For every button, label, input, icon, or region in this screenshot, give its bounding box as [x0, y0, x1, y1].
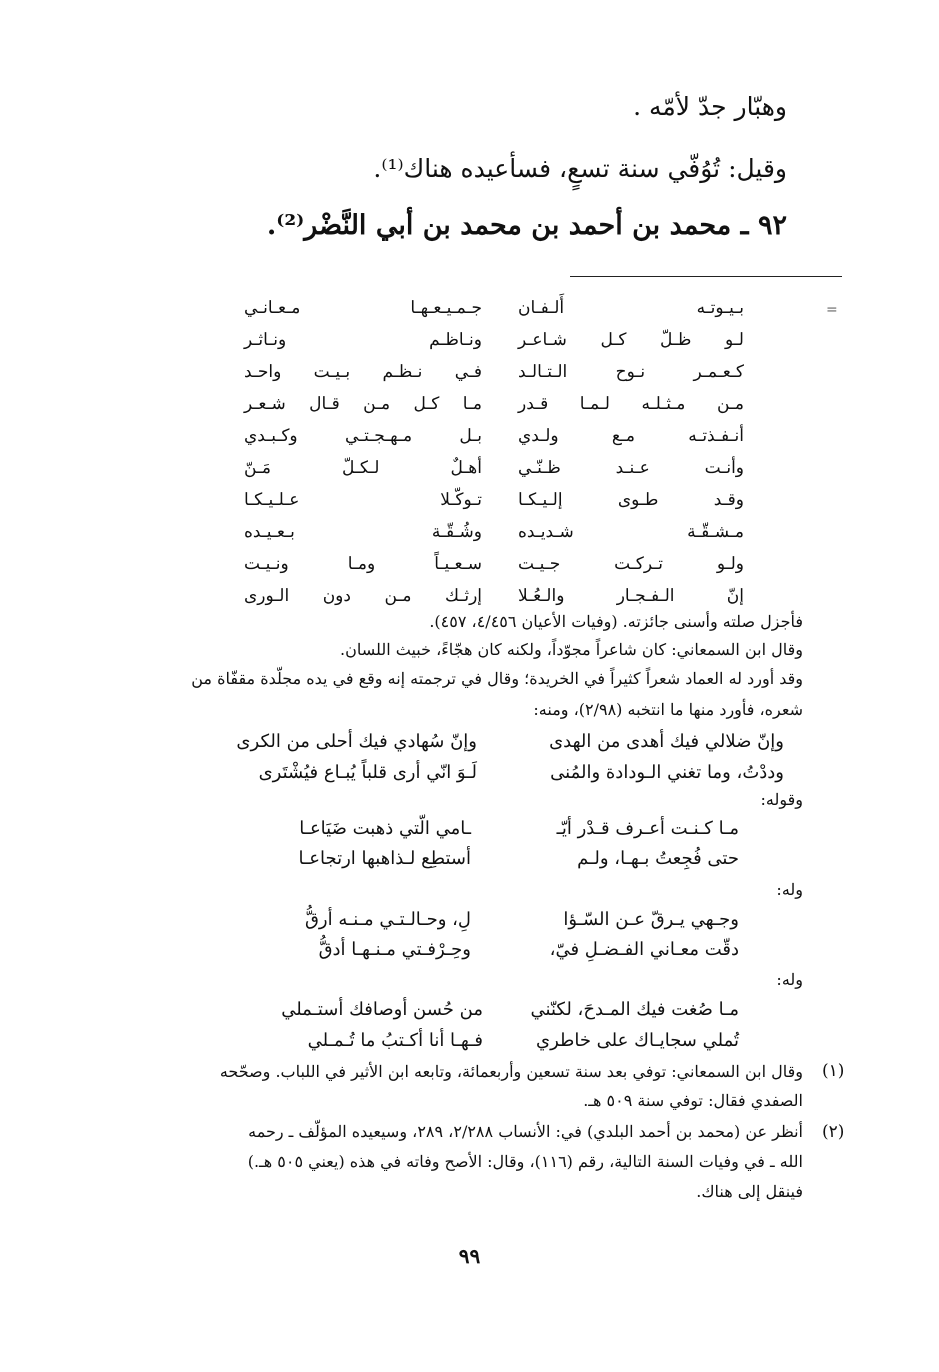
footnote-2-number: (٢) — [822, 1122, 845, 1142]
verse-2-first-hemistich: لـو ظـلّ كـل شـاعـر — [518, 330, 744, 350]
verse-1-second-hemistich: جـمـيـعـهـا مـعـانـي — [244, 298, 482, 318]
verse-5-second-hemistich: بـل مـهـجـتـي وكـبـدي — [244, 426, 482, 446]
verse-4-first-hemistich: مـن مـثـلـه لـمـا قـدر — [518, 394, 744, 414]
poem-4-verse-1-second: من حُسن أوصافك أستـملي — [281, 999, 483, 1020]
poem-2-verse-2-first: حتى فُجِعتُ بـهـا، ولـم — [577, 848, 739, 869]
verse-5-first-hemistich: أنـفـذتـه مـع ولـدي — [518, 426, 744, 446]
label-qawluhu: وقوله: — [760, 790, 803, 809]
poem-4-verse-2-second: فـهـا أنا أكـتبُ ما تُـمـلي — [307, 1030, 483, 1051]
prose-line-1: فأجزل صلته وأسنى جائزته. (وفيات الأعيان ٤/٤٥٦، ٤٥٧). — [429, 612, 803, 631]
poem-1-verse-2-second: لَـوَ انّي أرى قلباً يُبـاع فيُشْتَرى — [258, 762, 477, 783]
poem-1-verse-1-first: وإنّ ضلالي فيك أهدى من الهدى — [549, 731, 784, 752]
footnote-2-line-3: فينقل إلى هناك. — [696, 1182, 803, 1201]
label-lahu-1: وله: — [776, 880, 803, 899]
header-line-1: وهبّار جدّ لأمّه . — [633, 92, 787, 121]
verse-7-first-hemistich: وقـد طـوى إلـيـكـا — [518, 490, 744, 510]
poem-2-verse-1-first: مـا كـنـت أعـرف قـدْر أيّـ — [556, 818, 739, 839]
prose-line-3: وقد أورد له العماد شعراً كثيراً في الخريدة؛ وقال في ترجمته إنه وقع في يده مجلّدة مقفّاة من — [191, 669, 803, 688]
poem-4-verse-2-first: تُملي سجايـاك على خاطري — [536, 1030, 739, 1051]
poem-3-verse-2-first: دقّت معـاني الفـضـلِ فيّ، — [549, 939, 739, 960]
footnote-1-line-2: الصفدي فقال: توفي سنة ٥٠٩ هـ. — [583, 1091, 803, 1110]
page-number: ٩٩ — [458, 1244, 481, 1268]
verse-4-second-hemistich: مـا كـل مـن قـال شـعـر — [244, 394, 482, 414]
poem-3-verse-2-second: وحِـرْفـتي مـنـهـا أدقُّ — [318, 939, 471, 960]
poem-2-verse-1-second: ـامي الّتي ذهبت ضَيَاعـا — [299, 818, 471, 839]
verse-9-second-hemistich: سـعـيـاً ومـا ونـيـت — [244, 554, 482, 574]
footnote-2-line-2: الله ـ في وفيات السنة التالية، رقم (١١٦)، وقال: الأصح وفاته في هذه (يعني ٥٠٥ هـ.) — [247, 1152, 803, 1171]
poem-1-verse-2-first: وددْتُ، وما تغني الـودادة والمُنى — [550, 762, 784, 783]
poem-3-verse-1-first: وجـهي يـرقّ عـن السّـؤا — [563, 909, 739, 930]
verse-8-first-hemistich: مـشـقّـة شـديـده — [518, 522, 744, 542]
verse-10-second-hemistich: إرثـك مـن دون الـورى — [244, 586, 482, 606]
verse-6-second-hemistich: أهـلٌ لـكـلّ مَـنّ — [244, 458, 482, 478]
footnote-1-line-1: وقال ابن السمعاني: توفي بعد سنة تسعين وأربعمائة، وتابعه ابن الأثير في اللباب. وصحّحه — [219, 1062, 803, 1081]
poem-1-verse-1-second: وإنّ سُهادي فيك أحلى من الكرى — [236, 731, 477, 752]
verse-2-second-hemistich: ونـاظـم ونـاثـر — [244, 330, 482, 350]
footnote-2-line-1: أنظر عن (محمد بن أحمد البلدي) في: الأنساب ٢/٢٨٨، ٢٨٩، وسيعيده المؤلّف ـ رحمه — [248, 1122, 803, 1141]
verse-8-second-hemistich: وشُـقّـة بـعـيـده — [244, 522, 482, 542]
poem-2-verse-2-second: أستطِع لـذاهبها ارتجاعـا — [298, 848, 471, 869]
poem-4-verse-1-first: مـا صُغت فيك المـدحَ، لكنّني — [530, 999, 739, 1020]
footnote-1-number: (١) — [822, 1061, 845, 1081]
prose-line-4: شعره، فأورد منها ما انتخبه (٢/٩٨)، ومنه: — [533, 700, 803, 719]
verse-1-first-hemistich: بـيـوتـه أَلـفـان — [518, 298, 744, 318]
continuation-mark: = — [826, 302, 838, 318]
footnote-separator-rule — [570, 276, 842, 277]
verse-3-second-hemistich: فـي نـظـم بـيـت واحـد — [244, 362, 482, 382]
poem-3-verse-1-second: لِ، وحـالـتـي مـنـه أرقُّ — [304, 909, 471, 930]
verse-6-first-hemistich: وأنـت عـنـد ظـنّـي — [518, 458, 744, 478]
verse-7-second-hemistich: تـوكّـلا عـلـيـكـا — [244, 490, 482, 510]
header-line-2: وقيل: تُوُفّي سنة تسعٍ، فسأعيده هناك⁽¹⁾. — [373, 154, 787, 183]
verse-10-first-hemistich: إنّ الـفـجـار والـعُـلا — [518, 586, 744, 606]
label-lahu-2: وله: — [776, 970, 803, 989]
verse-9-first-hemistich: ولـو تـركـت جـيـت — [518, 554, 744, 574]
verse-3-first-hemistich: كـعـمـر نـوح الـتـالـد — [518, 362, 744, 382]
entry-heading: ٩٢ ـ محمد بن أحمد بن محمد بن أبي النَّضْر⁽²⁾. — [266, 210, 787, 241]
prose-line-2: وقال ابن السمعاني: كان شاعراً مجوّداً، ولكنه كان هجّاءً، خبيث اللسان. — [340, 640, 803, 659]
